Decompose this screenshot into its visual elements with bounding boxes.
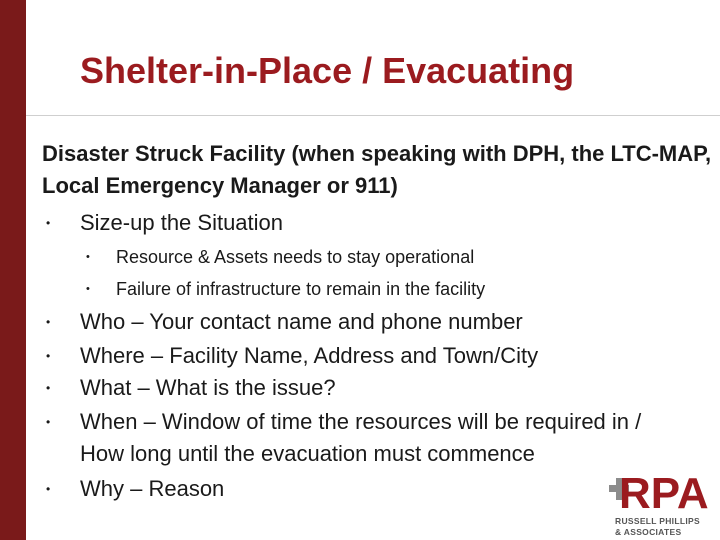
bullet-why: Why – Reason bbox=[80, 476, 225, 501]
slide-title: Shelter-in-Place / Evacuating bbox=[80, 50, 575, 91]
title-divider bbox=[26, 115, 720, 116]
bullet-size-up: Size-up the Situation bbox=[80, 210, 284, 235]
bullet-who: Who – Your contact name and phone number bbox=[80, 309, 523, 334]
left-accent-bar bbox=[0, 0, 26, 540]
logo-name-line1: RUSSELL PHILLIPS bbox=[615, 516, 700, 526]
subheading: Disaster Struck Facility (when speaking with DPH, the LTC-MAP, Local Emergency Manager or 911) bbox=[42, 141, 712, 198]
rpa-logo-text: RPA bbox=[619, 469, 709, 514]
bullet-dot: • bbox=[46, 482, 51, 496]
logo-name-line2: & ASSOCIATES bbox=[615, 527, 682, 537]
bullet-what: What – What is the issue? bbox=[80, 375, 336, 400]
bullet-dot: • bbox=[46, 349, 51, 363]
sub-bullet-dot: • bbox=[86, 251, 90, 263]
bullet-dot: • bbox=[46, 216, 51, 230]
bullet-dot: • bbox=[46, 415, 51, 429]
sub-bullet-dot: • bbox=[86, 283, 90, 295]
bullet-dot: • bbox=[46, 315, 51, 329]
bullet-where: Where – Facility Name, Address and Town/City bbox=[80, 343, 539, 368]
rpa-logo bbox=[605, 466, 717, 538]
sub-bullet-infrastructure: Failure of infrastructure to remain in the facility bbox=[116, 279, 486, 299]
sub-bullet-resources: Resource & Assets needs to stay operational bbox=[116, 247, 475, 267]
bullet-when: When – Window of time the resources will be required in / bbox=[80, 409, 642, 434]
rpa-logo-mark bbox=[609, 468, 717, 514]
bullet-when-continued: How long until the evacuation must commence bbox=[80, 441, 535, 466]
bullet-dot: • bbox=[46, 381, 51, 395]
